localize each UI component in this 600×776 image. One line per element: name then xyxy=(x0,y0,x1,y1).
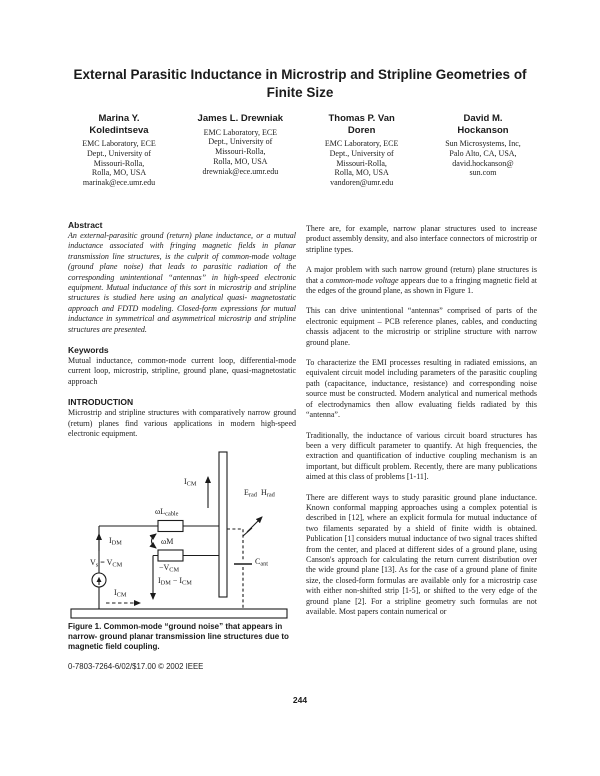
cable-antenna-bar xyxy=(219,452,227,597)
keywords-heading: Keywords xyxy=(68,345,109,356)
radiation-arrow xyxy=(247,517,262,532)
affil-line: Missouri-Rolla, xyxy=(215,147,266,157)
keywords-text: Mutual inductance, common-mode current loop, differential-mode current loop, microstrip, stripline, ground plane, quasi-magnetostatic approach xyxy=(68,356,296,386)
author-name: David M. Hockanson xyxy=(457,113,509,136)
introduction-heading: INTRODUCTION xyxy=(68,397,134,408)
label-m: ωM xyxy=(161,536,174,546)
author-affiliation xyxy=(303,139,421,188)
paragraph: This can drive unintentional “antennas” comprised of parts of the electronic equipment – PCB reference planes, cables, and conducting chassis adjacent to the microstrip or stripline structure with narrow ground plane. xyxy=(306,306,537,347)
page-number: 244 xyxy=(292,695,308,705)
paragraph: To characterize the EMI processes resulting in radiated emissions, an equivalent circuit model including parameters of the parasitic coupling path (capacitance, inductance, resistance) and corresponding noise source must be constructed. Modern analytical and numerical methods of electrodynamics then allow evaluating fields radiated by this “antenna”. xyxy=(306,358,537,420)
affil-line: Missouri-Rolla, xyxy=(336,158,387,168)
paragraph: Traditionally, the inductance of various circuit board structures has been a very difficult parameter to quantify. At high frequencies, the extraction and quantification of inductive coupling mechanism is an important, but difficult problem. Recently, there are many publications aimed at this class of problems [1-11]. xyxy=(306,430,537,482)
author-name: Marina Y. Koledintseva xyxy=(89,113,149,136)
affil-line: Rolla, MO, USA xyxy=(334,168,389,178)
label-icm-bottom: ICM xyxy=(114,587,127,598)
author-email: drewniak@ece.umr.edu xyxy=(202,166,279,176)
author-2 xyxy=(181,113,299,188)
ground-plane xyxy=(71,609,287,618)
affil-line: Sun Microsystems, Inc, xyxy=(445,139,521,148)
author-name: Thomas P. Van Doren xyxy=(328,113,395,136)
label-idm-minus-icm: IDM − ICM xyxy=(158,575,192,586)
affil-line: Dept., University of xyxy=(87,148,151,158)
affil-line: Missouri-Rolla, xyxy=(93,158,145,168)
paragraph: There are different ways to study parasitic ground plane inductance. Known conformal mapping approaches using a complex potential is described in [12], where an explicit formula for mutual inductance of two filaments separated by a shield of finite width is obtained. Publication [1] considers mutual inductance of two signal traces shifted from the center, and placed at different sides of a ground plane, using Canson's approach for calculating the return current distribution over the wide ground plane [13]. As for the case of a ground plane of finite size, the closed-form formulas are available only for a microstrip case with either non-shifted strip [1-5], or shifted to the very edge of the ground plane [2]. For a stripline geometry such formulas are not available. Most papers contain numerical or xyxy=(306,492,537,616)
label-idm: IDM xyxy=(109,535,122,546)
author-email: marinak@ece.umr.edu xyxy=(82,178,156,188)
label-neg-vcm: −VCM xyxy=(159,562,180,573)
paper-title: External Parasitic Inductance in Microstrip and Stripline Geometries of Finite Size xyxy=(73,67,527,100)
author-4 xyxy=(424,113,542,188)
affil-line: Rolla, MO, USA xyxy=(91,168,147,178)
author-email: vandoren@umr.edu xyxy=(330,178,394,188)
label-erad-hrad: Erad Hrad xyxy=(244,487,275,498)
paragraph: There are, for example, narrow planar structures used to increase product assembly density, and also interface connectors of microstrip or stripline types. xyxy=(306,224,537,254)
author-affiliation xyxy=(181,128,299,177)
affil-line: Rolla, MO, USA xyxy=(213,156,268,166)
coupling-arrow xyxy=(152,534,157,548)
inductor-m-box xyxy=(158,550,183,561)
author-affiliation xyxy=(424,139,542,178)
affil-line: Dept., University of xyxy=(208,137,273,147)
author-email: david.hockanson@ xyxy=(452,158,514,168)
left-column xyxy=(68,220,296,682)
label-cant: Cant xyxy=(255,556,269,567)
circuit-diagram xyxy=(68,450,293,622)
abstract-heading: Abstract xyxy=(68,220,103,230)
label-lcable: ωLcable xyxy=(155,506,179,517)
introduction-text: Microstrip and stripline structures with comparatively narrow ground (return) planes find various applications in modern high-speed electronic equipment. xyxy=(68,408,296,439)
inductor-lcable-box xyxy=(158,520,183,531)
copyright-notice: 0-7803-7264-6/02/$17.00 © 2002 IEEE xyxy=(68,661,204,671)
author-1 xyxy=(60,113,178,188)
affil-line: EMC Laboratory, ECE xyxy=(82,139,156,148)
author-block xyxy=(60,113,542,188)
author-3 xyxy=(303,113,421,188)
paragraph: A major problem with such narrow ground (return) plane structures is that a common-mode voltage appears due to a fringing magnetic field at the edges of the ground plane, as shown in Figure 1. xyxy=(306,265,538,296)
label-icm-top: ICM xyxy=(184,476,197,487)
figure-1-circuit-diagram xyxy=(68,450,293,622)
affil-line: EMC Laboratory, ECE xyxy=(324,139,399,148)
affil-line: Palo Alto, CA, USA, xyxy=(449,148,517,158)
figure-caption: Figure 1. Common-mode “ground noise” that appears in narrow- ground planar transmission line structures due to magnetic field coupling. xyxy=(68,621,289,651)
author-name: James L. Drewniak xyxy=(197,113,284,124)
dashed-wire xyxy=(227,529,243,561)
affil-line: Dept., University of xyxy=(329,148,394,158)
author-email: sun.com xyxy=(469,168,497,178)
affil-line: EMC Laboratory, ECE xyxy=(203,127,278,137)
author-affiliation xyxy=(60,139,178,188)
label-vs: Vs = VCM xyxy=(90,557,123,568)
right-column xyxy=(306,224,537,627)
abstract-text: An external-parasitic ground (return) plane inductance, or a mutual inductance associated with fringing magnetic fields in planar transmission line structures, is the culprit of common-mode voltage (ground plane noise) that leads to parasitic radiation of the corresponding unintentional “antennas” in high-speed electronic equipment. Mutual inductance of this sort in microstrip and stripline structures is studied here using an analytical quasi- magnetostatic approach and FDTD modeling. Closed-form expressions for mutual inductance in symmetrical and asymmetrical microstrip and stripline structures are presented. xyxy=(68,231,296,334)
